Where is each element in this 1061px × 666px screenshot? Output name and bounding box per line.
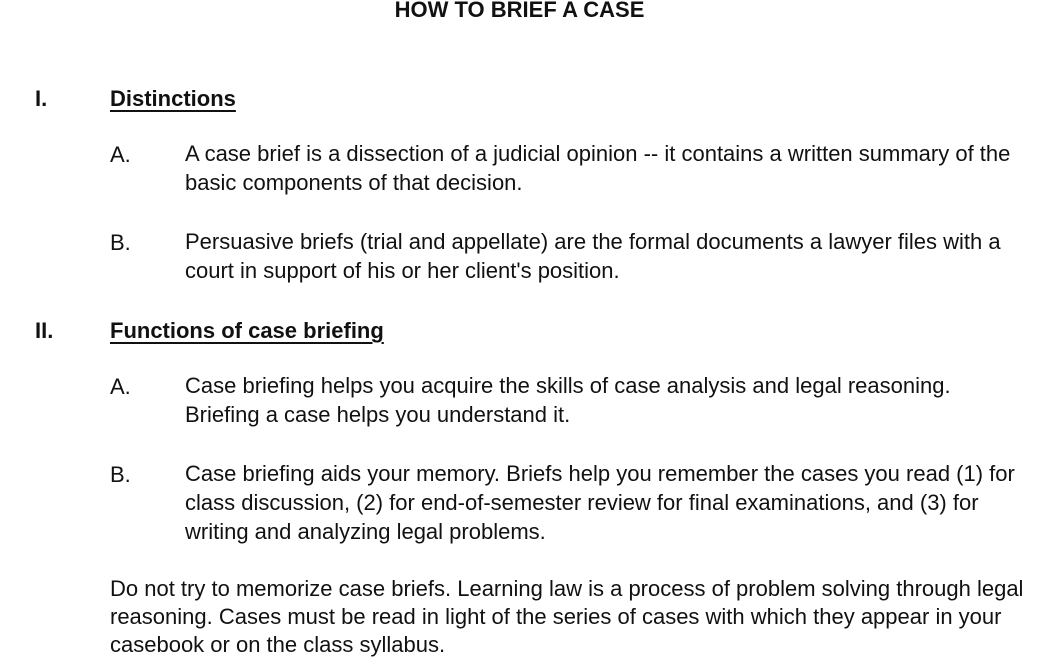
section-heading: Distinctions <box>110 86 236 111</box>
item-letter: A. <box>110 142 131 167</box>
item-paragraph: Case briefing helps you acquire the skills of case analysis and legal reasoning. Briefing a case helps you understand it. <box>185 373 951 427</box>
closing-paragraph: Do not try to memorize case briefs. Learning law is a process of problem solving through legal reasoning. Cases must be read in light of the series of cases with which they appear in your casebook or on the class syllabus. <box>110 576 1024 657</box>
item-paragraph: Persuasive briefs (trial and appellate) are the formal documents a lawyer files with a court in support of his or her client's position. <box>185 229 1001 283</box>
item-letter: B. <box>110 462 131 487</box>
section-numeral: I. <box>35 86 48 111</box>
item-paragraph: A case brief is a dissection of a judicial opinion -- it contains a written summary of the basic components of that decision. <box>185 141 1011 195</box>
item-letter: A. <box>110 374 131 399</box>
section-numeral: II. <box>35 318 54 343</box>
section-heading: Functions of case briefing <box>110 318 384 343</box>
page-title: HOW TO BRIEF A CASE <box>394 0 645 22</box>
item-letter: B. <box>110 230 131 255</box>
item-paragraph: Case briefing aids your memory. Briefs help you remember the cases you read (1) for class discussion, (2) for end-of-semester review for final examinations, and (3) for writing and analyzing legal problems. <box>185 461 1015 544</box>
